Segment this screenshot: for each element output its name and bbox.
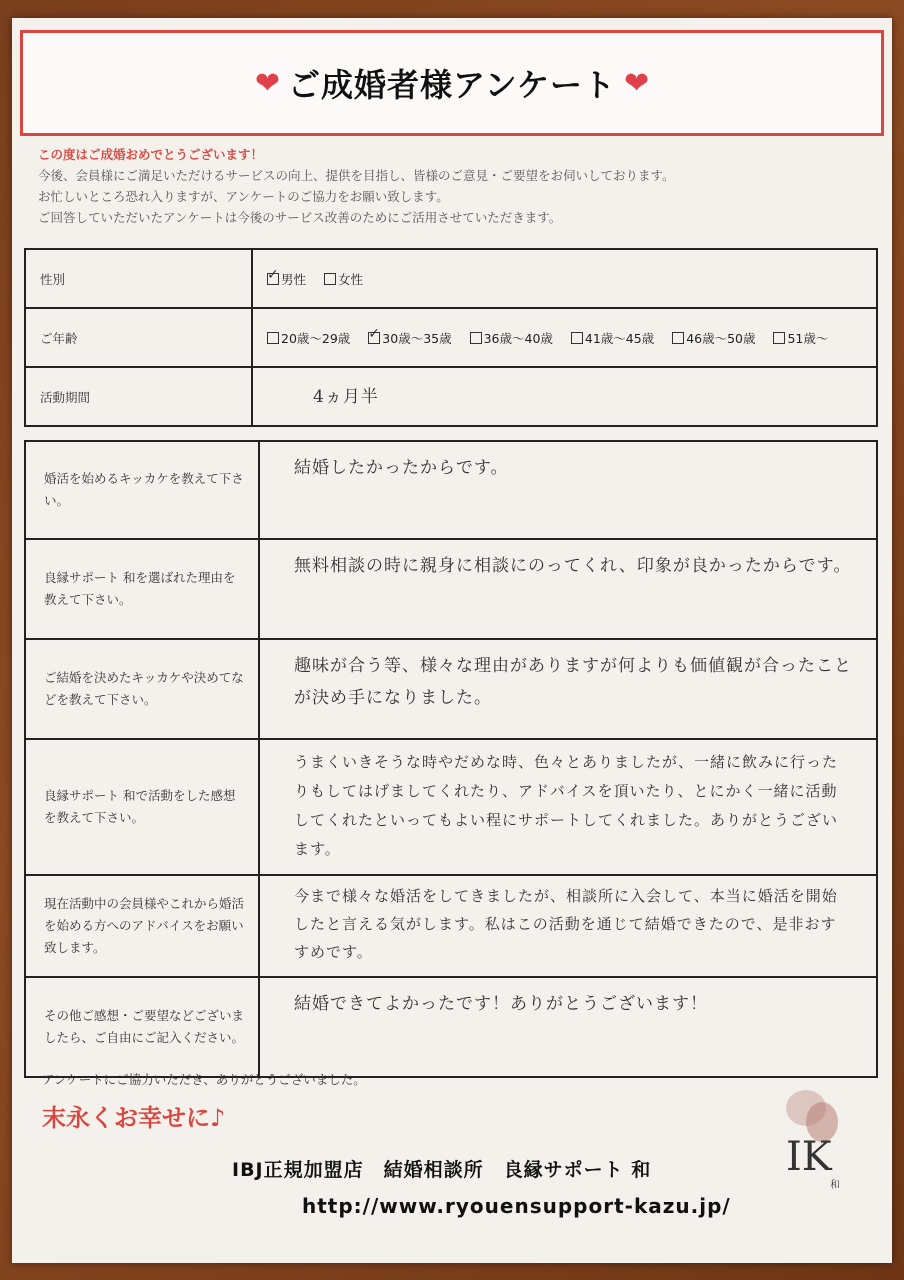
age-label: ご年齢 <box>25 308 252 367</box>
checkbox-icon <box>672 332 684 344</box>
brand-logo <box>772 1078 852 1198</box>
intro-line: お忙しいところ恐れ入りますが、アンケートのご協力をお願い致します。 <box>38 189 449 204</box>
answer-cell[interactable] <box>259 539 877 639</box>
table-row <box>25 249 877 308</box>
age-options <box>252 308 877 367</box>
thanks-text: アンケートにご協力いただき、ありがとうございました。 <box>42 1072 366 1087</box>
answer-text: 結婚できてよかったです！ありがとうございます！ <box>294 994 708 1014</box>
age-option[interactable]: 36歳～40歳 <box>470 331 553 346</box>
table-row <box>25 539 877 639</box>
answer-text: 今まで様々な婚活をしてきましたが、相談所に入会して、本当に婚活を開始したと言える気がします。私はこの活動を通じて結婚できたので、是非おすすめです。 <box>294 887 838 961</box>
profile-table <box>24 248 878 427</box>
age-option[interactable]: ✓ 30歳～35歳 <box>368 331 451 346</box>
question-label: 婚活を始めるキッカケを教えて下さい。 <box>25 441 259 539</box>
intro-lead: この度はご成婚おめでとうございます！ <box>38 147 264 162</box>
table-row <box>25 441 877 539</box>
intro-text <box>38 144 878 228</box>
answer-text: 無料相談の時に親身に相談にのってくれ、印象が良かったからです。 <box>294 556 852 576</box>
wish-text: 末永くお幸せに♪ <box>42 1104 226 1132</box>
answer-text: うまくいきそうな時やだめな時、色々とありましたが、一緒に飲みに行ったりもしてはげましてくれたり、アドバイスを頂いたり、とにかく一緒に活動してくれたといってもよい程にサポートしてくれました。ありがとうございます。 <box>294 753 839 858</box>
gender-options <box>252 249 877 308</box>
answer-cell[interactable] <box>259 875 877 977</box>
checkbox-icon <box>470 332 482 344</box>
page-title: ご成婚者様アンケート <box>287 66 617 104</box>
table-row <box>25 739 877 875</box>
table-row <box>25 875 877 977</box>
answer-cell[interactable] <box>259 977 877 1077</box>
period-answer-cell[interactable] <box>252 367 877 426</box>
question-label: ご結婚を決めたキッカケや決めてなどを教えて下さい。 <box>25 639 259 739</box>
age-option[interactable]: 46歳～50歳 <box>672 331 755 346</box>
intro-line: 今後、会員様にご満足いただけるサービスの向上、提供を目指し、皆様のご意見・ご要望をお伺いしております。 <box>38 168 675 183</box>
checkbox-icon <box>267 332 279 344</box>
logo-mark: IK <box>786 1134 832 1180</box>
answer-cell[interactable] <box>259 739 877 875</box>
question-label: 現在活動中の会員様やこれから婚活を始める方へのアドバイスをお願い致します。 <box>25 875 259 977</box>
title-banner <box>20 30 884 136</box>
table-row <box>25 977 877 1077</box>
gender-option-male[interactable]: ✓ 男性 <box>267 272 306 287</box>
answer-text: 趣味が合う等、様々な理由がありますが何よりも価値観が合ったことが決め手になりました。 <box>294 656 852 708</box>
age-option[interactable]: 20歳～29歳 <box>267 331 350 346</box>
checkbox-icon <box>571 332 583 344</box>
checkbox-checked-icon <box>267 273 279 285</box>
heart-icon: ❤ <box>254 65 280 101</box>
question-label: その他ご感想・ご要望などございましたら、ご自由にご記入ください。 <box>25 977 259 1077</box>
table-row <box>25 367 877 426</box>
questions-table <box>24 440 878 1078</box>
logo-sub: 和 <box>830 1180 840 1191</box>
answer-cell[interactable] <box>259 441 877 539</box>
store-name: IBJ正規加盟店 結婚相談所 良縁サポート 和 <box>232 1159 652 1181</box>
checkbox-icon <box>324 273 336 285</box>
question-label: 良縁サポート 和を選ばれた理由を教えて下さい。 <box>25 539 259 639</box>
heart-icon: ❤ <box>624 65 650 101</box>
answer-text: 結婚したかったからです。 <box>294 458 509 478</box>
age-option[interactable]: 51歳～ <box>773 331 828 346</box>
table-row <box>25 308 877 367</box>
intro-line: ご回答していただいたアンケートは今後のサービス改善のためにご活用させていただきます。 <box>38 210 562 225</box>
gender-label: 性別 <box>25 249 252 308</box>
period-answer: 4ヵ月半 <box>313 386 379 407</box>
answer-cell[interactable] <box>259 639 877 739</box>
checkbox-checked-icon <box>368 332 380 344</box>
period-label: 活動期間 <box>25 367 252 426</box>
website-url[interactable]: http://www.ryouensupport-kazu.jp/ <box>302 1194 731 1218</box>
survey-sheet <box>12 18 892 1263</box>
age-option[interactable]: 41歳～45歳 <box>571 331 654 346</box>
table-row <box>25 639 877 739</box>
gender-option-female[interactable]: 女性 <box>324 272 363 287</box>
question-label: 良縁サポート 和で活動をした感想を教えて下さい。 <box>25 739 259 875</box>
checkbox-icon <box>773 332 785 344</box>
